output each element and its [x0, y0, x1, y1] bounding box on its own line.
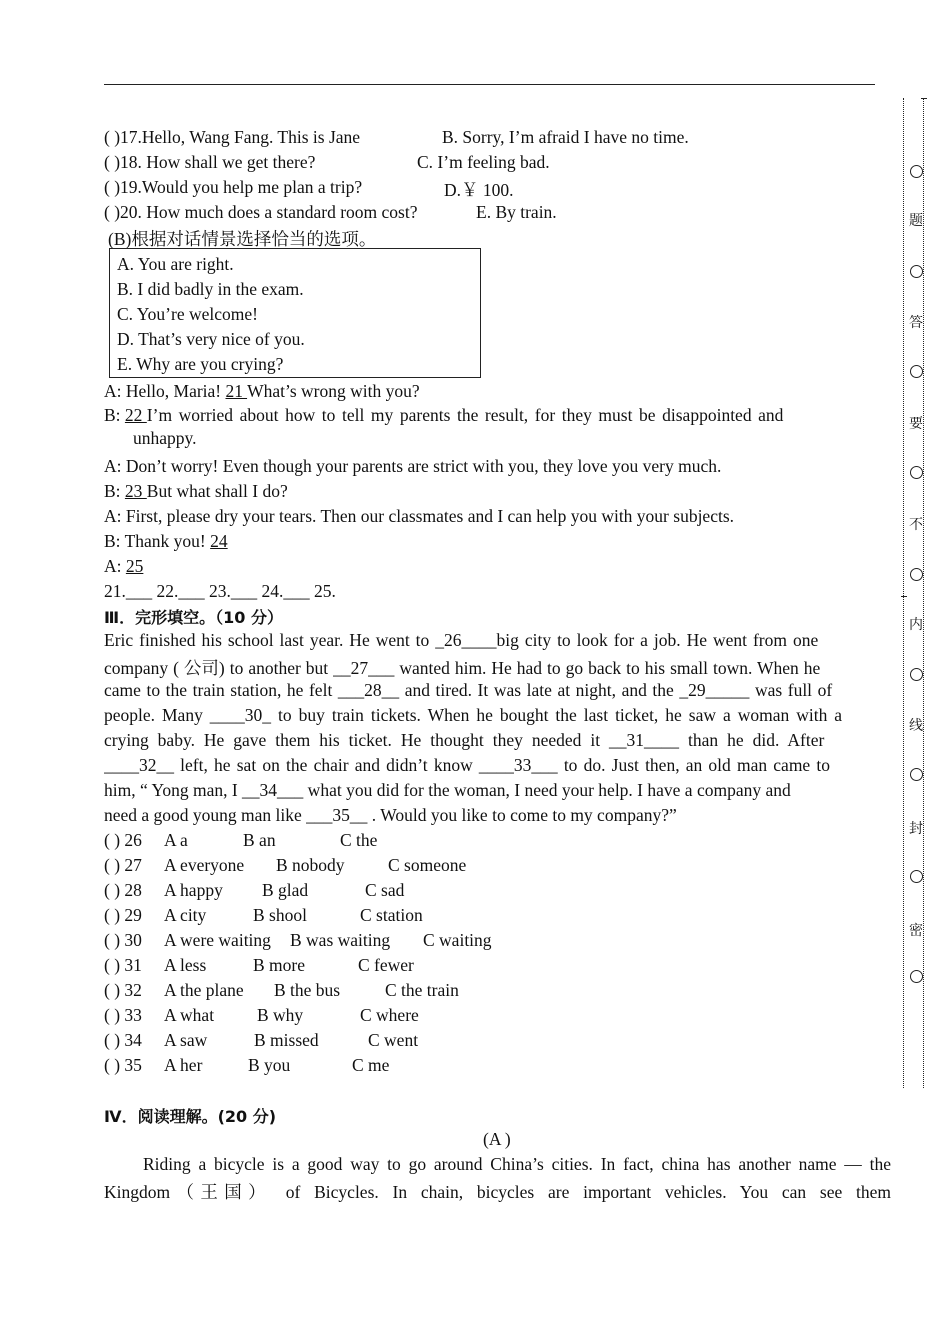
cloze-q-number: ( ) 30 [104, 930, 142, 950]
cloze-q-number: ( ) 34 [104, 1030, 142, 1050]
cloze-q-option-b: B glad [262, 880, 309, 900]
dialogue-instruction: (B)根据对话情景选择恰当的选项。 [108, 229, 377, 249]
cloze-heading: Ⅲ．完形填空。（10 分） [104, 608, 283, 627]
cloze-q-option-a: A city [164, 905, 207, 925]
dialogue-speaker-text: A: [104, 556, 126, 576]
matching-q19: ( )19.Would you help me plan a trip? [104, 177, 363, 197]
dialogue-speaker-text: A: Hello, Maria! [104, 381, 226, 401]
cloze-q-number: ( ) 27 [104, 855, 142, 875]
dialogue-speaker-text: B: [104, 481, 125, 501]
answer-line: 21.___ 22.___ 23.___ 24.___ 25. [104, 581, 336, 601]
dialogue-line-1 [104, 381, 420, 402]
binding-char: 内 [909, 618, 923, 633]
binding-circle-icon [907, 568, 925, 586]
cloze-line [104, 655, 875, 680]
blank-21: 21 [225, 381, 248, 401]
cloze-q-number: ( ) 32 [104, 980, 142, 1000]
dialogue-line-3: A: Don’t worry! Even though your parents are strict with you, they love you very much. [104, 456, 722, 476]
cloze-q-option-b: B why [257, 1005, 304, 1025]
cloze-q-number: ( ) 26 [104, 830, 142, 850]
cloze-q-option-c: C me [352, 1055, 390, 1075]
binding-char: 要 [909, 417, 923, 432]
cloze-q-option-b: B you [248, 1055, 291, 1075]
blank-22: 22 [124, 405, 147, 425]
binding-dotted-line [903, 98, 904, 1088]
cloze-line [104, 630, 875, 651]
binding-char: 答 [909, 316, 923, 331]
cloze-q-option-a: A her [164, 1055, 203, 1075]
binding-circle-icon [907, 768, 925, 786]
cloze-q-option-b: B an [243, 830, 276, 850]
option-d: D. That’s very nice of you. [117, 329, 305, 349]
binding-circle-icon [907, 365, 925, 383]
reading-heading: Ⅳ．阅读理解。(20 分) [104, 1107, 277, 1126]
cloze-q-option-b: B nobody [276, 855, 345, 875]
cloze-q-option-a: A were waiting [164, 930, 271, 950]
dialogue-text: I’m worried about how to tell my parents the result, for they must be disappointed and [146, 405, 784, 425]
blank-23: 23 [124, 481, 147, 501]
options-box [109, 248, 481, 378]
dialogue-line-5: A: First, please dry your tears. Then our classmates and I can help you with your subjects. [104, 506, 735, 526]
cloze-line-text: came to the train station, he felt ___28__ and tired. It was late at night, and the _29_____ was full of [104, 680, 833, 700]
cloze-q-number: ( ) 33 [104, 1005, 142, 1025]
cloze-q-option-a: A happy [164, 880, 223, 900]
cloze-q-number: ( ) 28 [104, 880, 142, 900]
cloze-line [104, 730, 875, 751]
cloze-line [104, 780, 875, 801]
binding-char: 题 [909, 214, 923, 229]
cloze-line-text: ____32__ left, he sat on the chair and didn’t know ____33___ to do. Just then, an old man came to [104, 755, 830, 775]
cloze-q-option-c: C fewer [358, 955, 414, 975]
cloze-q-option-b: B more [253, 955, 306, 975]
binding-circle-icon [907, 165, 925, 183]
binding-char: 密 [909, 924, 923, 939]
binding-circle-icon [907, 870, 925, 888]
cloze-line-text: him, “ Yong man, I __34___ what you did for the woman, I need your help. I have a company and [104, 780, 791, 800]
matching-opt-e: E. By train. [476, 202, 557, 222]
cloze-q-option-b: B shool [253, 905, 307, 925]
cloze-line-text: people. Many ____30_ to buy train tickets. When he bought the last ticket, he saw a woman with a [104, 705, 843, 725]
dialogue-line-4 [104, 481, 288, 502]
binding-char: 不 [909, 518, 923, 533]
option-c: C. You’re welcome! [117, 304, 258, 324]
cloze-line-text: crying baby. He gave them his ticket. He thought they needed it __31____ than he did. After [104, 730, 825, 750]
binding-tick [921, 98, 927, 100]
dialogue-text: But what shall I do? [146, 481, 288, 501]
dialogue-speaker-text: B: Thank you! [104, 531, 211, 551]
dialogue-line-6 [104, 531, 228, 552]
cloze-q-option-a: A less [164, 955, 207, 975]
cloze-q-option-b: B missed [254, 1030, 319, 1050]
binding-circle-icon [907, 466, 925, 484]
cloze-q-option-c: C waiting [423, 930, 492, 950]
cloze-q-option-b: B the bus [274, 980, 341, 1000]
binding-char: 线 [909, 719, 923, 734]
cloze-q-option-a: A saw [164, 1030, 208, 1050]
cloze-q-option-c: C station [360, 905, 423, 925]
cloze-line-text: company ( 公司) to another but __27___ wanted him. He had to go back to his small town. When he [104, 658, 821, 678]
cloze-q-option-a: A what [164, 1005, 215, 1025]
cloze-q-option-b: B was waiting [290, 930, 391, 950]
matching-opt-b: B. Sorry, I’m afraid I have no time. [442, 127, 689, 147]
cloze-q-option-c: C where [360, 1005, 419, 1025]
binding-char: 封 [909, 822, 923, 837]
option-a: A. You are right. [117, 254, 234, 274]
option-e: E. Why are you crying? [117, 354, 284, 374]
dialogue-speaker-text: B: [104, 405, 125, 425]
cloze-q-number: ( ) 35 [104, 1055, 142, 1075]
cloze-line-text: Eric finished his school last year. He went to _26____big city to look for a job. He went from one [104, 630, 819, 650]
cloze-q-number: ( ) 29 [104, 905, 142, 925]
binding-circle-icon [907, 265, 925, 283]
dialogue-line-7 [104, 556, 143, 577]
reading-paragraph-line: Riding a bicycle is a good way to go around China’s cities. In fact, china has another name — the [143, 1154, 891, 1174]
matching-opt-c: C. I’m feeling bad. [417, 152, 550, 172]
cloze-line [104, 755, 875, 776]
binding-circle-icon [907, 668, 925, 686]
cloze-q-option-c: C someone [388, 855, 467, 875]
cloze-q-number: ( ) 31 [104, 955, 142, 975]
cloze-q-option-a: A everyone [164, 855, 245, 875]
matching-q20: ( )20. How much does a standard room cost? [104, 202, 418, 222]
cloze-q-option-c: C the [340, 830, 378, 850]
cloze-line [104, 680, 875, 701]
matching-opt-d: D.￥ 100. [444, 180, 514, 200]
blank-25: 25 [125, 556, 144, 576]
cloze-q-option-c: C sad [365, 880, 405, 900]
dialogue-line-2 [104, 405, 875, 426]
matching-q17: ( )17.Hello, Wang Fang. This is Jane [104, 127, 361, 147]
top-rule [104, 84, 875, 85]
cloze-q-option-a: A the plane [164, 980, 244, 1000]
dialogue-line-2-cont: unhappy. [133, 428, 197, 448]
cloze-line: need a good young man like ___35__ . Would you like to come to my company?” [104, 805, 677, 825]
cloze-q-option-c: C went [368, 1030, 419, 1050]
cloze-q-option-a: A a [164, 830, 188, 850]
reading-paragraph-line: Kingdom（王国） of Bicycles. In chain, bicycles are important vehicles. You can see them [104, 1182, 891, 1202]
binding-circle-icon [907, 970, 925, 988]
matching-q18: ( )18. How shall we get there? [104, 152, 316, 172]
cloze-q-option-c: C the train [385, 980, 459, 1000]
option-b: B. I did badly in the exam. [117, 279, 304, 299]
dialogue-text: What’s wrong with you? [247, 381, 420, 401]
reading-part-label: (A ) [483, 1129, 511, 1149]
cloze-line [104, 705, 875, 726]
blank-24: 24 [210, 531, 228, 551]
binding-tick [901, 596, 907, 598]
